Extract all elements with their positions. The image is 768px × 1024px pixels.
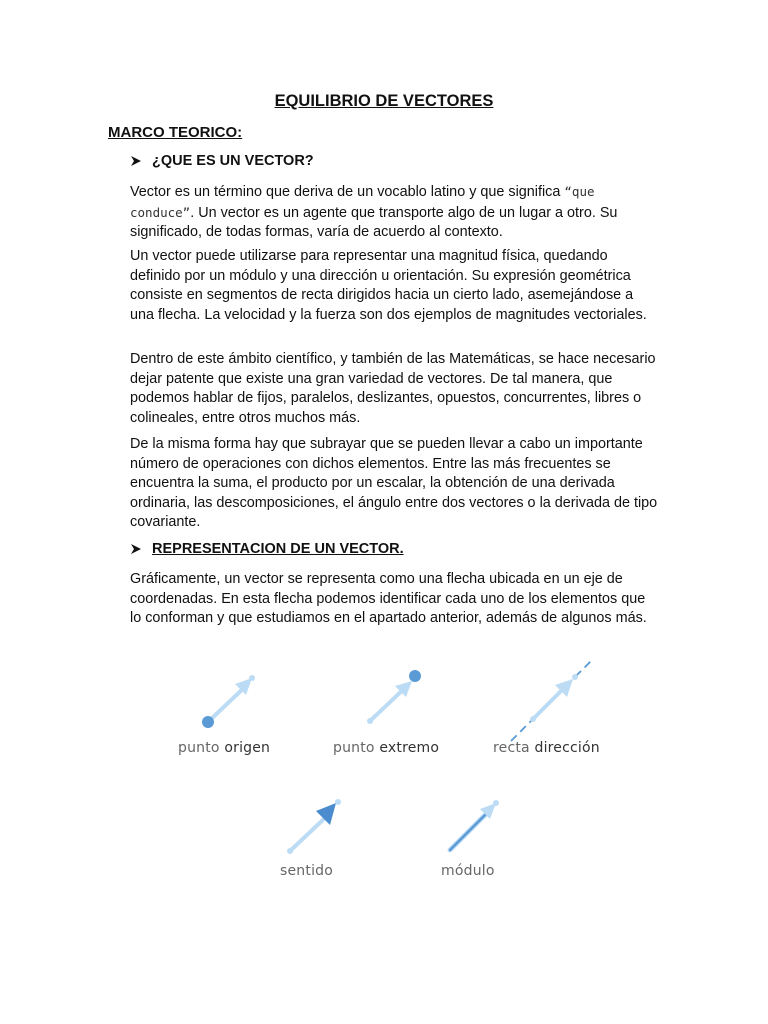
arrowhead-bullet-icon — [130, 543, 142, 555]
paragraph-1-text-b: . Un vector es un agente que transporte algo de un lugar a otro. Su significado, de todas formas, varía de acuerdo al contexto. — [130, 204, 618, 240]
caption-light: punto — [333, 740, 380, 756]
caption-punto-origen — [178, 740, 270, 756]
paragraph-1 — [130, 182, 660, 243]
arrow-direction-icon — [505, 655, 600, 745]
arrowhead-bullet-icon — [130, 155, 142, 167]
caption-strong: extremo — [379, 740, 440, 756]
section-heading: MARCO TEORICO: — [108, 124, 243, 141]
arrow-sense-icon — [282, 795, 352, 860]
caption-light: recta — [493, 740, 535, 756]
paragraph-2: Un vector puede utilizarse para representar una magnitud física, quedando definido por un módulo y una dirección u orientación. Su expresión geométrica consiste en segmentos de recta dirigidos hacia un cierto lado, asemejándose a una flecha. La velocidad y la fuerza son dos ejemplos de magnitudes vectoriales. — [130, 248, 647, 323]
bullet-heading-representacion — [130, 541, 404, 557]
caption-strong: origen — [224, 740, 271, 756]
paragraph-4: De la misma forma hay que subrayar que se pueden llevar a cabo un importante número de operaciones con dichos elementos. Entre las más frecuentes se encuentra la suma, el producto por un escalar, la obtención de una derivada ordinaria, las descomposiciones, el ángulo entre dos vectores o la derivada de tipo covariante. — [130, 436, 658, 530]
bullet-heading-que-es — [130, 153, 314, 169]
paragraph-3: Dentro de este ámbito científico, y también de las Matemáticas, se hace necesario dejar patente que existe una gran variedad de vectores. De tal manera, que podemos hablar de fijos, paralelos, deslizantes, opuestos, concurrentes, libres o colineales, entre otros muchos más. — [130, 351, 656, 426]
heading-text: ¿QUE ES UN VECTOR? — [152, 153, 314, 169]
caption-light: punto — [178, 740, 225, 756]
arrow-origin-icon — [200, 670, 270, 735]
document-title: EQUILIBRIO DE VECTORES — [274, 92, 494, 110]
paragraph-5: Gráficamente, un vector se representa como una flecha ubicada en un eje de coordenadas. En esta flecha podemos identificar cada uno de los elementos que lo conforman y que estudiamos en el apartado anterior, además de algunos más. — [130, 571, 647, 626]
caption-strong: dirección — [534, 740, 600, 756]
caption-sentido: sentido — [280, 863, 334, 879]
vector-elements-figure — [160, 650, 620, 890]
caption-modulo: módulo — [441, 863, 495, 879]
heading-text: REPRESENTACION DE UN VECTOR. — [152, 541, 404, 557]
quoted-term: “que conduce” — [130, 184, 595, 220]
caption-punto-extremo — [333, 740, 439, 756]
arrow-magnitude-icon — [440, 795, 510, 860]
paragraph-1-text-a: Vector es un término que deriva de un vocablo latino y que significa — [130, 184, 565, 200]
caption-recta-direccion — [493, 740, 600, 756]
arrow-end-icon — [360, 665, 430, 730]
